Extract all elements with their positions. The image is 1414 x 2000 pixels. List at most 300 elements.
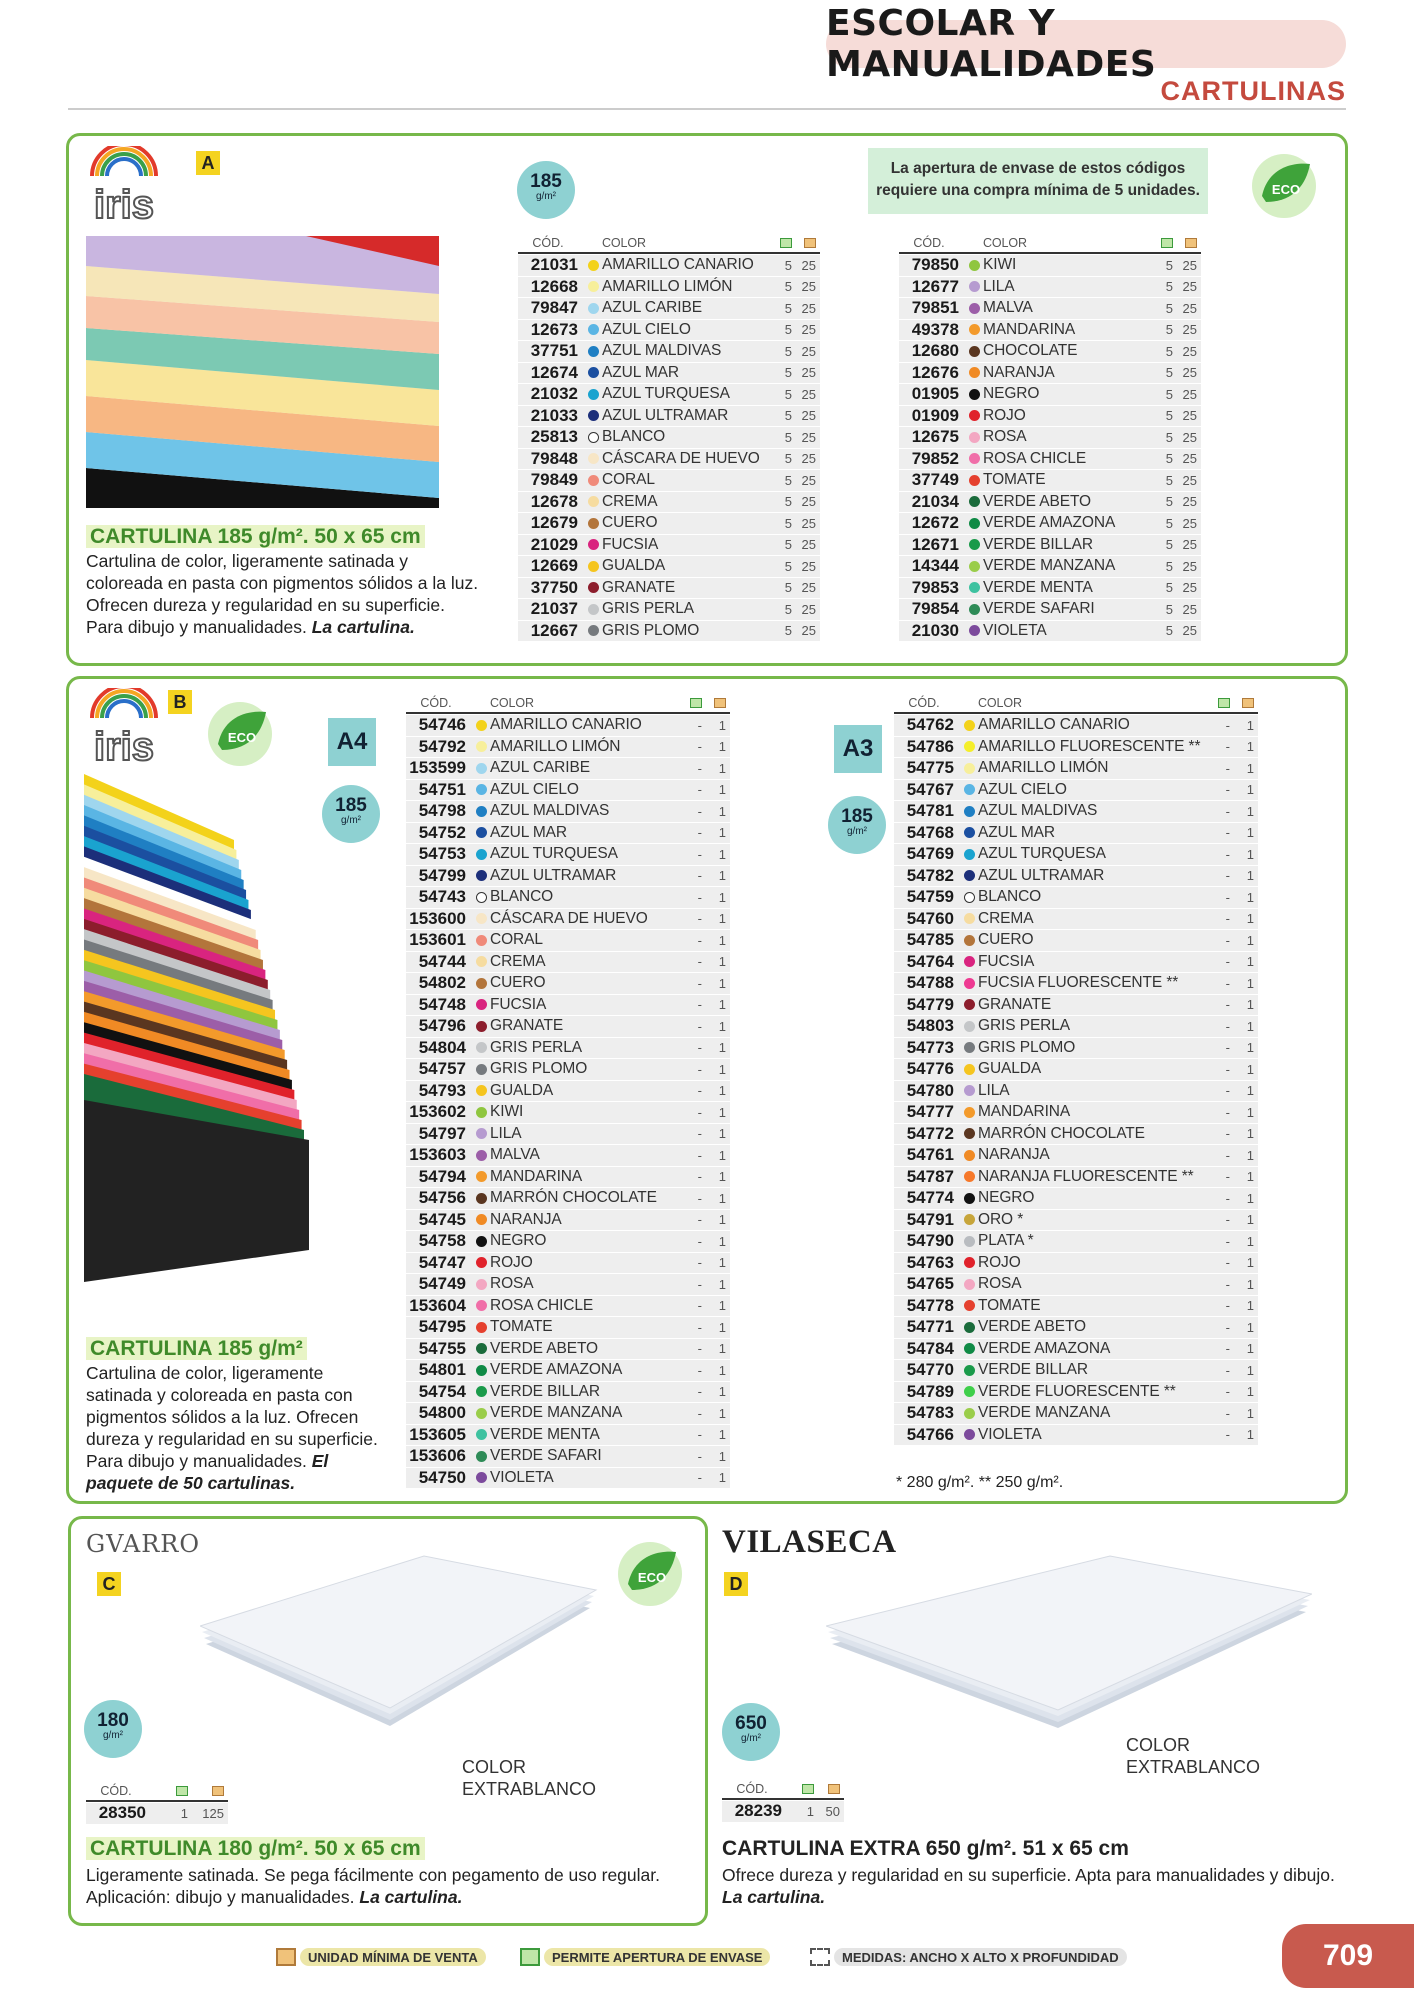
row-cod: 12669 — [530, 556, 578, 576]
weight-value: 185 — [841, 806, 873, 827]
product-photo-a — [86, 236, 439, 508]
color-dot — [964, 1193, 975, 1204]
table-row — [406, 1209, 730, 1231]
box-icon — [702, 696, 730, 711]
table-row — [406, 972, 730, 994]
row-box-qty: 25 — [1182, 322, 1197, 338]
color-note-d — [1126, 1734, 1260, 1778]
row-cod: 54787 — [906, 1166, 954, 1186]
color-swatch — [476, 1408, 490, 1419]
row-cod: 12676 — [911, 362, 959, 382]
color-swatch — [964, 978, 978, 989]
row-open-qty: - — [1225, 1255, 1230, 1271]
color-swatch — [964, 1257, 978, 1268]
row-color-name: NARANJA — [978, 1146, 1050, 1164]
row-box-qty: 50 — [825, 1803, 840, 1819]
color-swatch — [476, 1042, 490, 1053]
row-color-name: GRANATE — [978, 995, 1052, 1013]
row-color-name: AZUL CIELO — [490, 780, 579, 798]
row-cod: 54790 — [906, 1231, 954, 1251]
color-dot — [476, 1128, 487, 1139]
row-box-qty: 1 — [718, 1104, 726, 1120]
row-open-qty: - — [697, 1212, 702, 1228]
table-row — [894, 779, 1258, 801]
table-row — [899, 577, 1201, 599]
open-package-icon — [792, 1782, 814, 1797]
row-color-name: ORO * — [978, 1210, 1024, 1228]
color-dot — [964, 741, 975, 752]
row-open-qty: - — [697, 889, 702, 905]
color-swatch — [969, 303, 983, 314]
color-dot — [476, 806, 487, 817]
row-open-qty: - — [697, 1061, 702, 1077]
table-row — [894, 886, 1258, 908]
row-cod: 54752 — [418, 822, 466, 842]
row-open-qty: - — [1225, 911, 1230, 927]
col-cod: CÓD. — [913, 236, 945, 250]
row-cod: 12668 — [530, 276, 578, 296]
product-desc-b — [86, 1362, 386, 1494]
table-row — [899, 297, 1201, 319]
color-dot — [588, 539, 599, 550]
row-open-qty: 5 — [784, 494, 792, 510]
color-swatch — [964, 720, 978, 731]
table-row — [518, 598, 820, 620]
col-cod: CÓD. — [532, 236, 564, 250]
color-dot — [476, 1343, 487, 1354]
row-color-name: VERDE BILLAR — [983, 535, 1093, 553]
table-row — [518, 577, 820, 599]
row-box-qty: 1 — [718, 803, 726, 819]
color-swatch — [964, 913, 978, 924]
table-row — [894, 994, 1258, 1016]
color-dot — [964, 1343, 975, 1354]
table-row — [518, 297, 820, 319]
color-swatch — [588, 260, 602, 271]
panel-a-title-wrap — [86, 524, 425, 550]
color-swatch — [969, 604, 983, 615]
row-open-qty: 5 — [784, 515, 792, 531]
panel-c-title-wrap — [86, 1836, 425, 1862]
box-icon — [1173, 236, 1201, 251]
row-open-qty: - — [1225, 1018, 1230, 1034]
row-cod: 54754 — [418, 1381, 466, 1401]
row-color-name: VERDE SAFARI — [983, 600, 1095, 618]
table-header — [406, 694, 730, 714]
row-box-qty: 1 — [718, 739, 726, 755]
subcategory-title: CARTULINAS — [1160, 76, 1346, 106]
open-package-icon — [1204, 696, 1230, 711]
row-box-qty: 1 — [1246, 782, 1254, 798]
white-sheets-illustration-c — [200, 1540, 600, 1730]
row-cod: 54751 — [418, 779, 466, 799]
row-cod: 12672 — [911, 513, 959, 533]
row-box-qty: 1 — [1246, 846, 1254, 862]
color-swatch — [964, 870, 978, 881]
color-swatch — [964, 1021, 978, 1032]
row-cod: 54770 — [906, 1360, 954, 1380]
row-color-name: LILA — [978, 1081, 1010, 1099]
color-dot — [476, 1365, 487, 1376]
color-dot — [476, 1322, 487, 1333]
row-color-name: CUERO — [978, 931, 1034, 949]
color-dot — [964, 1300, 975, 1311]
row-open-qty: - — [1225, 975, 1230, 991]
row-cod: 54756 — [418, 1188, 466, 1208]
color-dot — [969, 324, 980, 335]
color-swatch — [969, 324, 983, 335]
row-box-qty: 1 — [718, 1018, 726, 1034]
eco-leaf-icon — [204, 696, 276, 768]
color-swatch — [476, 1150, 490, 1161]
weight-value: 185 — [335, 795, 367, 816]
color-dot — [969, 303, 980, 314]
color-dot — [964, 913, 975, 924]
row-color-name: BLANCO — [978, 888, 1042, 906]
color-swatch — [964, 741, 978, 752]
row-open-qty: - — [1225, 1298, 1230, 1314]
row-cod: 54745 — [418, 1209, 466, 1229]
col-color: COLOR — [490, 696, 534, 710]
color-swatch — [588, 539, 602, 550]
open-package-icon — [1147, 236, 1173, 251]
color-swatch — [588, 324, 602, 335]
row-color-name: MANDARINA — [983, 320, 1076, 338]
color-swatch — [964, 1085, 978, 1096]
color-dot — [964, 1386, 975, 1397]
row-box-qty: 1 — [1246, 1319, 1254, 1335]
row-open-qty: 1 — [806, 1803, 814, 1819]
row-box-qty: 1 — [718, 975, 726, 991]
weight-badge-d — [722, 1703, 780, 1761]
row-color-name: AZUL TURQUESA — [602, 385, 730, 403]
row-open-qty: - — [697, 1018, 702, 1034]
color-dot — [964, 978, 975, 989]
color-swatch — [588, 518, 602, 529]
row-cod: 54775 — [906, 758, 954, 778]
row-color-name: LILA — [490, 1124, 522, 1142]
row-color-name: AMARILLO LIMÓN — [602, 277, 733, 295]
row-open-qty: - — [697, 932, 702, 948]
row-cod: 12674 — [530, 362, 578, 382]
table-row — [406, 1187, 730, 1209]
row-open-qty: - — [1225, 1104, 1230, 1120]
row-cod: 153604 — [409, 1295, 466, 1315]
table-row — [894, 908, 1258, 930]
table-row — [894, 1080, 1258, 1102]
table-row — [894, 1015, 1258, 1037]
table-row — [894, 1359, 1258, 1381]
row-open-qty: 5 — [784, 558, 792, 574]
row-color-name: TOMATE — [978, 1296, 1041, 1314]
table-row — [899, 383, 1201, 405]
table-row — [406, 1316, 730, 1338]
color-swatch — [964, 1386, 978, 1397]
row-open-qty: - — [1225, 1040, 1230, 1056]
box-icon — [1230, 696, 1258, 711]
row-cod: 54760 — [906, 908, 954, 928]
color-swatch — [476, 999, 490, 1010]
weight-unit: g/m² — [741, 1733, 761, 1744]
table-row — [894, 1424, 1258, 1446]
color-dot — [969, 260, 980, 271]
row-cod: 79851 — [911, 298, 959, 318]
row-color-name: PLATA * — [978, 1232, 1034, 1250]
row-box-qty: 1 — [718, 1061, 726, 1077]
row-box-qty: 25 — [1182, 386, 1197, 402]
stacked-cards-illustration — [86, 236, 439, 508]
row-box-qty: 1 — [1246, 739, 1254, 755]
row-color-name: AMARILLO LIMÓN — [490, 737, 621, 755]
color-swatch — [588, 346, 602, 357]
row-color-name: KIWI — [490, 1103, 524, 1121]
weight-unit: g/m² — [341, 815, 361, 826]
row-box-qty: 1 — [718, 1405, 726, 1421]
row-open-qty: - — [697, 975, 702, 991]
color-dot — [964, 870, 975, 881]
legend-open-package-label: PERMITE APERTURA DE ENVASE — [544, 1948, 770, 1966]
row-box-qty: 25 — [801, 472, 816, 488]
row-open-qty: 5 — [1165, 558, 1173, 574]
color-swatch — [476, 978, 490, 989]
color-dot — [964, 1021, 975, 1032]
table-row — [894, 1402, 1258, 1424]
row-color-name: AZUL MAR — [602, 363, 679, 381]
row-box-qty: 25 — [1182, 365, 1197, 381]
color-swatch — [969, 539, 983, 550]
color-swatch — [964, 1171, 978, 1182]
panel-b-title-wrap — [86, 1336, 307, 1362]
color-swatch — [476, 1107, 490, 1118]
row-cod: 01909 — [911, 405, 959, 425]
row-open-qty: - — [697, 1233, 702, 1249]
weight-badge-b-a3 — [828, 796, 886, 854]
color-swatch — [964, 956, 978, 967]
color-swatch — [588, 582, 602, 593]
color-dot — [964, 1085, 975, 1096]
row-cod: 28350 — [98, 1803, 146, 1823]
row-cod: 54773 — [906, 1037, 954, 1057]
row-box-qty: 1 — [1246, 1061, 1254, 1077]
row-box-qty: 25 — [801, 558, 816, 574]
color-dot — [476, 999, 487, 1010]
table-row — [899, 319, 1201, 341]
color-dot — [964, 1150, 975, 1161]
color-dot — [964, 806, 975, 817]
row-open-qty: - — [1225, 1126, 1230, 1142]
color-dot — [588, 303, 599, 314]
color-dot — [964, 1214, 975, 1225]
row-color-name: AZUL MALDIVAS — [602, 342, 722, 360]
table-row — [406, 736, 730, 758]
color-swatch — [476, 784, 490, 795]
table-row — [406, 1058, 730, 1080]
table-row — [899, 512, 1201, 534]
row-box-qty: 25 — [1182, 494, 1197, 510]
table-row — [894, 1316, 1258, 1338]
row-cod: 49378 — [911, 319, 959, 339]
color-dot — [476, 870, 487, 881]
iris-logo — [84, 688, 164, 764]
table-row — [406, 994, 730, 1016]
row-open-qty: 5 — [1165, 300, 1173, 316]
row-cod: 12679 — [530, 513, 578, 533]
color-swatch — [476, 935, 490, 946]
code-table-b-a3 — [894, 694, 1258, 1445]
letter-badge-b: B — [168, 690, 192, 714]
color-swatch — [964, 1343, 978, 1354]
color-swatch — [588, 604, 602, 615]
iris-logo-text: iris — [93, 725, 155, 764]
row-cod: 21037 — [530, 599, 578, 619]
legend-open-package — [520, 1946, 770, 1968]
color-dot — [964, 827, 975, 838]
color-dot — [476, 1171, 487, 1182]
color-swatch — [476, 892, 490, 903]
color-dot — [969, 389, 980, 400]
color-swatch — [964, 1279, 978, 1290]
color-dot — [476, 1472, 487, 1483]
color-dot — [964, 1128, 975, 1139]
row-box-qty: 1 — [1246, 1104, 1254, 1120]
table-row — [894, 800, 1258, 822]
table-header — [86, 1782, 228, 1802]
table-row — [406, 1359, 730, 1381]
row-box-qty: 25 — [1182, 515, 1197, 531]
row-box-qty: 1 — [718, 1083, 726, 1099]
row-cod: 12667 — [530, 620, 578, 640]
col-color: COLOR — [602, 236, 646, 250]
row-color-name: GUALDA — [602, 557, 666, 575]
eco-leaf-icon — [1248, 148, 1320, 220]
color-dot — [476, 892, 487, 903]
color-swatch — [969, 410, 983, 421]
row-cod: 54750 — [418, 1467, 466, 1487]
iris-logo-text: iris — [93, 183, 155, 222]
row-box-qty: 25 — [1182, 300, 1197, 316]
row-open-qty: 5 — [1165, 429, 1173, 445]
product-desc-d — [722, 1864, 1362, 1908]
row-box-qty: 1 — [1246, 1405, 1254, 1421]
table-row — [406, 1424, 730, 1446]
row-cod: 54793 — [418, 1080, 466, 1100]
row-color-name: GRANATE — [602, 578, 676, 596]
color-dot — [476, 978, 487, 989]
color-dot — [588, 518, 599, 529]
table-row — [518, 426, 820, 448]
weight-unit: g/m² — [103, 1730, 123, 1741]
table-row — [899, 405, 1201, 427]
row-cod: 01905 — [911, 384, 959, 404]
size-badge-a4: A4 — [328, 718, 376, 766]
row-color-name: VERDE FLUORESCENTE ** — [978, 1382, 1176, 1400]
row-color-name: AMARILLO CANARIO — [490, 716, 642, 734]
color-swatch — [969, 518, 983, 529]
code-table-b-a4 — [406, 694, 730, 1488]
row-color-name: CUERO — [602, 514, 658, 532]
box-icon — [276, 1948, 296, 1966]
color-swatch — [964, 935, 978, 946]
row-cod: 54763 — [906, 1252, 954, 1272]
row-color-name: AZUL CARIBE — [490, 759, 590, 777]
row-cod: 54801 — [418, 1360, 466, 1380]
product-photo-b — [84, 770, 314, 1282]
row-box-qty: 1 — [1246, 868, 1254, 884]
row-cod: 54774 — [906, 1188, 954, 1208]
color-dot — [969, 518, 980, 529]
color-dot — [964, 784, 975, 795]
color-note-line1: COLOR — [462, 1757, 527, 1777]
letter-badge-c: C — [97, 1572, 121, 1596]
color-dot — [476, 1042, 487, 1053]
color-dot — [964, 1408, 975, 1419]
page-number: 709 — [1282, 1924, 1414, 1988]
row-open-qty: - — [697, 1470, 702, 1486]
row-color-name: ROSA CHICLE — [983, 449, 1087, 467]
row-open-qty: - — [1225, 868, 1230, 884]
row-color-name: AZUL CIELO — [978, 780, 1067, 798]
table-row — [894, 1187, 1258, 1209]
row-box-qty: 1 — [1246, 1018, 1254, 1034]
row-cod: 37749 — [911, 470, 959, 490]
product-desc-c — [86, 1864, 686, 1908]
weight-value: 185 — [530, 171, 562, 192]
row-box-qty: 1 — [718, 1341, 726, 1357]
table-row — [899, 598, 1201, 620]
open-package-icon — [676, 696, 702, 711]
row-open-qty: 5 — [784, 386, 792, 402]
row-open-qty: - — [697, 1190, 702, 1206]
row-cod: 54755 — [418, 1338, 466, 1358]
table-row — [894, 1273, 1258, 1295]
product-desc-d-text: Ofrece dureza y regularidad en su superficie. Apta para manualidades y dibujo. — [722, 1865, 1335, 1885]
row-box-qty: 25 — [1182, 257, 1197, 273]
row-cod: 79850 — [911, 255, 959, 275]
header-divider — [68, 108, 1346, 110]
table-row — [894, 1230, 1258, 1252]
row-open-qty: - — [1225, 997, 1230, 1013]
weight-unit: g/m² — [536, 191, 556, 202]
row-box-qty: 25 — [1182, 429, 1197, 445]
row-box-qty: 1 — [718, 868, 726, 884]
row-cod: 54778 — [906, 1295, 954, 1315]
row-open-qty: 5 — [1165, 515, 1173, 531]
col-color: COLOR — [978, 696, 1022, 710]
row-color-name: MARRÓN CHOCOLATE — [490, 1189, 657, 1207]
color-swatch — [476, 1257, 490, 1268]
color-swatch — [964, 1408, 978, 1419]
color-dot — [588, 432, 599, 443]
row-cod: 12673 — [530, 319, 578, 339]
color-swatch — [476, 1214, 490, 1225]
row-color-name: BLANCO — [490, 888, 554, 906]
color-swatch — [588, 496, 602, 507]
box-icon — [792, 236, 820, 251]
table-row — [899, 534, 1201, 556]
row-cod: 54781 — [906, 801, 954, 821]
color-swatch — [964, 892, 978, 903]
row-box-qty: 25 — [801, 408, 816, 424]
category-title: ESCOLAR Y MANUALIDADES — [826, 20, 1346, 68]
color-swatch — [476, 806, 490, 817]
row-open-qty: 5 — [1165, 537, 1173, 553]
color-dot — [588, 561, 599, 572]
row-open-qty: - — [697, 911, 702, 927]
weight-badge-b-a4 — [322, 785, 380, 843]
row-cod: 79848 — [530, 448, 578, 468]
row-cod: 153601 — [409, 930, 466, 950]
table-row — [518, 469, 820, 491]
